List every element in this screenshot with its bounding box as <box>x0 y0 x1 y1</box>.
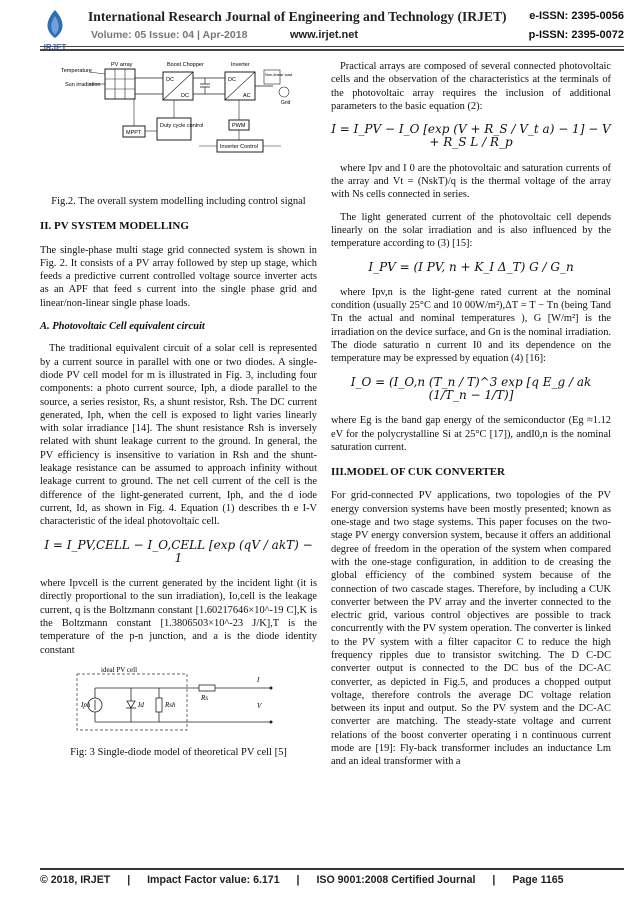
e-issn: e-ISSN: 2395-0056 <box>529 10 624 22</box>
paragraph-a1: The traditional equivalent circuit of a solar cell is represented by a current source in parallel with one or two diodes. A single-diode PV cell model for m is illustrated in Fig. 3, including four components: a photo current source, Iph, a diode parallel to the source, a series resistor, Rs, a shunt resistor, Rsh. The DC current generated, Iph, when the cell is exposed to light varies linearly with solar irradiance [14]. The shunt resistance Rsh is inversely related with shunt leakage current to the ground. In general, the PV efficiency is insensitive to variation in Rsh and the shunt-leakage resistance can be assumed to approach infinity without leakage current to ground. The net cell current of the cell is the difference of the light-generated current, Iph, and the d iode current, Id, as shown in Fig. 4. Equation (1) describes th e I-V characteristic of the ideal photovoltaic cell. <box>40 343 317 528</box>
header-divider <box>40 46 624 47</box>
paragraph-a2: where Ipvcell is the current generated by the incident light (it is directly proportional to the sun irradiation), Io,cell is the leakage current, q is the Boltzmann constant [1.60217646×10^-19 C],K is the Boltzmann constant [1.3806503×10^-23 J/K],T is the temperature of the p-n junction, and a is the diode identity constant <box>40 578 317 656</box>
figure-3-circuit <box>71 666 286 736</box>
label-inverter: Inverter <box>230 62 250 68</box>
svg-text:PWM: PWM <box>231 123 245 129</box>
volume-issue: Volume: 05 Issue: 04 | Apr-2018 <box>91 29 248 41</box>
journal-title: International Research Journal of Engineering and Technology (IRJET) <box>88 9 507 24</box>
paragraph-r4: where Ipv,n is the light-gene rated current at the nominal condition (usually 25°C and 10 00W/m²),ΔT = T − Tn (being Tand Tn the actual and nominal temperatures ), G [W/m²] is the irradiation on the device surface, and Gn is the nominal irradiation. The diode saturatio n current I0 and its dependence on the temperature may be expressed by equation (4) [16]: <box>331 286 611 365</box>
section-2-paragraph: The single-phase multi stage grid connected system is shown in Fig. 2. It consists of a PV array followed by step up stage, which feeds a predictive current controlled voltage source inverter acts as an APF that feed s current into the single phase grid and linear/non-linear single phase loads. <box>40 244 317 309</box>
footer-copyright: © 2018, IRJET <box>40 874 111 886</box>
paragraph-r6: For grid-connected PV applications, two topologies of the PV energy conversion systems have been mostly presented; known as one-stage and two stage systems. This paper focuses on the two-stage PV energy conversion system, because it offers an additional degree of freedom in the operation of the system when compared with the one-stage configuration, in addition to de creasing the global efficiency of the combined system because of the connection of two cascade stages. Therefore, by including a CUK converter between the PV array and the inverter connected to the electric grid, various control objectives are possible to track concurrently with the PV system operation. The converter is linked to the PV system with a filter capacitor C to reduce the high frequency ripples due to transistor switching. The D C-DC converter output is connected to the DC bus of the DC-AC converter, as depicted in Fig.5, and produces a chopped output voltage, therefore controls the average DC voltage relation between its input and output. So the PV system and the DC-AC converter are matching. The steady-state voltage and current relations of the boost converter operating i n continuous current mode are [19]: Fly-back transformer includes an inductance Lm and an ideal transformer with a <box>331 490 611 768</box>
figure-2-caption: Fig.2. The overall system modelling including control signal <box>51 196 306 207</box>
svg-text:AC: AC <box>242 93 251 99</box>
figure-3-caption: Fig: 3 Single-diode model of theoretical PV cell [5] <box>70 746 287 758</box>
equation-1: I = I_PV,CELL − I_O,CELL [exp (qV / akT) − 1 <box>44 537 313 565</box>
paragraph-r1: Practical arrays are composed of several connected photovoltaic cells and the observation of the characteristics at the terminals of the photovoltaic array requires the inclusion of additional parameters to the basic equation (2): <box>331 61 611 112</box>
right-column <box>331 60 611 778</box>
subsection-a-title: A. Photovoltaic Cell equivalent circuit <box>40 321 205 333</box>
left-column <box>40 60 317 771</box>
svg-text:Duty cycle control: Duty cycle control <box>159 123 203 129</box>
svg-text:Id: Id <box>138 700 144 709</box>
svg-text:MPPT: MPPT <box>125 130 141 136</box>
paragraph-r5: where Eg is the band gap energy of the semiconductor (Eg ≈1.12 eV for the polycrystalline Si at 25°C [17]), andI0,n is the nominal saturation current. <box>331 415 611 453</box>
footer-impact: Impact Factor value: 6.171 <box>147 874 280 886</box>
label-boost: Boost Chopper <box>166 62 204 68</box>
footer-iso: ISO 9001:2008 Certified Journal <box>316 874 476 886</box>
journal-url[interactable]: www.irjet.net <box>290 29 359 41</box>
label-ideal-pv-cell: ideal PV cell <box>101 665 138 674</box>
header-divider-thick <box>40 49 624 51</box>
svg-text:V: V <box>257 701 262 710</box>
equation-4: I_O = (I_O,n (T_n / T)^3 exp [q E_g / ak (1/T_n − 1/T)] <box>350 374 592 402</box>
figure-2-system-diagram <box>59 60 299 185</box>
paragraph-r2: where Ipv and I 0 are the photovoltaic and saturation currents of the array and Vt = (NskT)/q is the thermal voltage of the array with Ns cells connected in series. <box>331 162 611 201</box>
section-3-title: III.MODEL OF CUK CONVERTER <box>331 466 506 479</box>
label-pv-array: PV array <box>110 62 132 68</box>
section-2-title: II. PV SYSTEM MODELLING <box>40 220 189 233</box>
label-nonlinear: Non-linear load <box>264 72 292 77</box>
paragraph-r3: The light generated current of the photovoltaic cell depends linearly on the solar irradiation and is also influenced by the temperature according to (3) [15]: <box>331 211 611 250</box>
svg-text:DC: DC <box>165 77 174 83</box>
footer-divider <box>40 868 624 870</box>
label-sun: Sun irradiation <box>64 82 100 88</box>
svg-text:Rsh: Rsh <box>165 700 176 709</box>
svg-text:Inverter Control: Inverter Control <box>219 144 258 150</box>
equation-2: I = I_PV − I_O [exp (V + R_S / V_t a) − 1] − V + R_S L / R_p <box>331 122 611 150</box>
svg-text:DC: DC <box>227 77 236 83</box>
svg-text:I: I <box>257 675 260 684</box>
label-temperature: Temperature <box>60 68 92 74</box>
equation-3: I_PV = (I PV, n + K_I Δ_T) G / G_n <box>368 259 574 274</box>
logo-text: IRJET <box>43 43 67 52</box>
svg-text:Rs: Rs <box>201 693 208 702</box>
footer-page: Page 1165 <box>512 874 564 886</box>
label-grid: Grid <box>280 100 290 106</box>
svg-text:DC: DC <box>180 93 189 99</box>
footer: © 2018, IRJET | Impact Factor value: 6.171 | ISO 9001:2008 Certified Journal | Page 1165 <box>40 874 564 886</box>
p-issn: p-ISSN: 2395-0072 <box>528 29 624 41</box>
svg-text:Iph: Iph <box>81 700 91 709</box>
